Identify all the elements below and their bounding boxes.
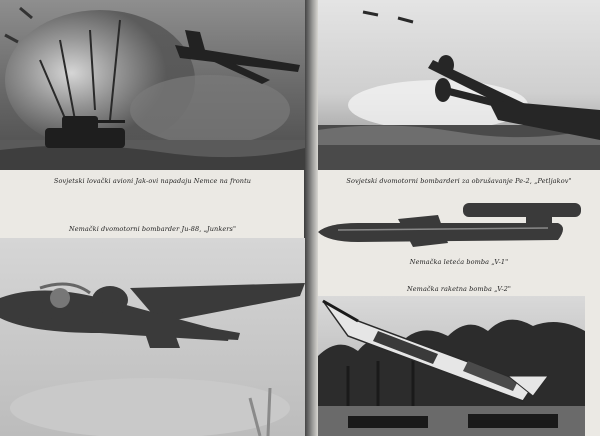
caption-jak-attack: Sovjetski lovački avioni Jak-ovi napadaju Nemce na frontu <box>53 177 252 185</box>
photo-ju88 <box>0 238 305 436</box>
photo-pe2 <box>318 0 600 170</box>
caption-v1: Nemačka leteća bomba „V-1" <box>409 258 509 266</box>
caption-v2: Nemačka raketna bomba „V-2" <box>406 285 512 293</box>
photo-v1 <box>318 195 600 255</box>
book-gutter <box>304 0 318 436</box>
caption-ju88: Nemački dvomotorni bombarder Ju-88, „Junkers" <box>68 225 237 233</box>
caption-pe2: Sovjetski dvomotorni bombarderi za obrušavanje Pe-2, „Petljakov" <box>346 177 572 185</box>
photo-jak-attack <box>0 0 305 170</box>
photo-v2 <box>318 296 585 436</box>
